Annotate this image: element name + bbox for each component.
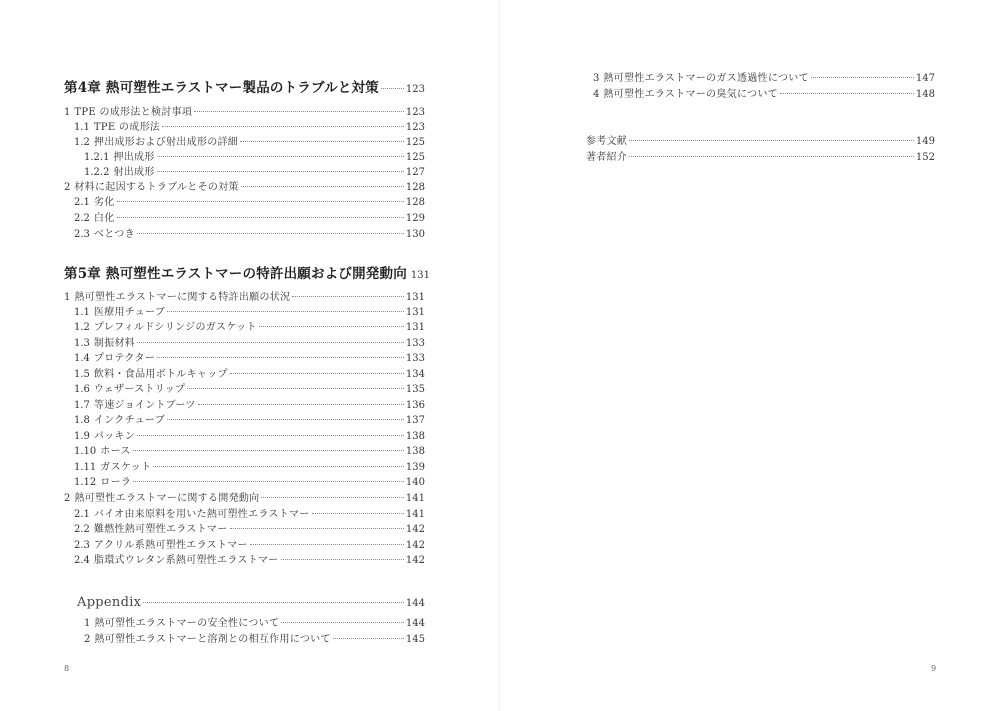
toc-entry bbox=[74, 400, 425, 412]
right-page bbox=[500, 0, 1000, 711]
page-number: 142 bbox=[405, 540, 425, 551]
page-number: 135 bbox=[405, 384, 425, 395]
dot-leader bbox=[230, 373, 404, 374]
section-title: 熱可塑性エラストマーの臭気について bbox=[603, 89, 778, 100]
section-number: 1.9 bbox=[74, 431, 90, 442]
section-number: 1.10 bbox=[74, 446, 97, 457]
page-number: 130 bbox=[405, 229, 425, 240]
page-number: 136 bbox=[405, 400, 425, 411]
dot-leader bbox=[230, 528, 404, 529]
page-number: 131 bbox=[405, 292, 425, 303]
toc-entry bbox=[74, 197, 425, 209]
section-number: 1.7 bbox=[74, 400, 90, 411]
section-number: 1 bbox=[64, 292, 71, 303]
section-number: 2.3 bbox=[74, 229, 90, 240]
toc-entry bbox=[74, 307, 425, 319]
toc-entry bbox=[74, 446, 425, 458]
dot-leader bbox=[281, 559, 404, 560]
dot-leader bbox=[133, 481, 404, 482]
section-title: プロテクター bbox=[93, 353, 156, 364]
section-number: 1.6 bbox=[74, 384, 90, 395]
page-number: 142 bbox=[405, 524, 425, 535]
dot-leader bbox=[137, 435, 404, 436]
dot-leader bbox=[162, 126, 404, 127]
section-number: 2.2 bbox=[74, 524, 90, 535]
section-title: バイオ由来原料を用いた熱可塑性エラストマー bbox=[93, 509, 310, 520]
chapter-title: 第5章 熱可塑性エラストマーの特許出願および開発動向 bbox=[64, 266, 407, 282]
page-number: 144 bbox=[405, 598, 425, 609]
page-number: 140 bbox=[405, 477, 425, 488]
toc-entry bbox=[74, 555, 425, 567]
page-number: 145 bbox=[405, 634, 425, 645]
section-number: 1 bbox=[64, 107, 71, 118]
dot-leader bbox=[261, 497, 403, 498]
dot-leader bbox=[281, 622, 404, 623]
section-number: 1.11 bbox=[74, 462, 97, 473]
section-title: ガスケット bbox=[100, 462, 152, 473]
dot-leader bbox=[194, 111, 404, 112]
section-title: 押出成形 bbox=[113, 152, 155, 163]
section-title: 制振材料 bbox=[93, 338, 136, 349]
toc-entry bbox=[74, 431, 425, 443]
dot-leader bbox=[117, 217, 404, 218]
toc-entry bbox=[74, 384, 425, 396]
section-number: 1.3 bbox=[74, 338, 90, 349]
dot-leader bbox=[250, 544, 404, 545]
page-number: 128 bbox=[405, 197, 425, 208]
section-title: TPE の成形法と検討事項 bbox=[74, 107, 193, 118]
section-title: 等速ジョイントブーツ bbox=[93, 400, 196, 411]
dot-leader bbox=[133, 450, 404, 451]
section-number: 4 bbox=[593, 89, 600, 100]
page-number: 123 bbox=[405, 84, 425, 95]
page-number: 133 bbox=[405, 353, 425, 364]
section-number: 2 bbox=[84, 634, 91, 645]
page-number: 152 bbox=[915, 152, 935, 163]
toc-entry bbox=[74, 213, 425, 225]
page-number: 127 bbox=[405, 167, 425, 178]
toc-entry bbox=[64, 107, 425, 119]
dot-leader bbox=[240, 141, 404, 142]
dot-leader bbox=[137, 342, 404, 343]
section-title: インクチューブ bbox=[93, 415, 166, 426]
section-number: 2 bbox=[64, 182, 71, 193]
toc-entry bbox=[74, 338, 425, 350]
toc-entry bbox=[74, 369, 425, 381]
section-number: 1.2 bbox=[74, 137, 90, 148]
dot-leader bbox=[117, 201, 404, 202]
section-number: 1.8 bbox=[74, 415, 90, 426]
section-number: 1.2.1 bbox=[84, 152, 110, 163]
page-number: 134 bbox=[405, 369, 425, 380]
section-number: 2.1 bbox=[74, 197, 90, 208]
section-title: 飲料・食品用ボトルキャップ bbox=[93, 369, 228, 380]
dot-leader bbox=[157, 156, 404, 157]
toc-entry bbox=[74, 509, 425, 521]
section-number: 1.1 bbox=[74, 307, 90, 318]
section-title: 熱可塑性エラストマーに関する特許出願の状況 bbox=[74, 292, 291, 303]
section-number: 2.3 bbox=[74, 540, 90, 551]
section-title: ウェザーストリップ bbox=[93, 384, 186, 395]
section-number: 1.2.2 bbox=[84, 167, 110, 178]
dot-leader bbox=[143, 602, 404, 603]
toc-entry bbox=[74, 462, 425, 474]
dot-leader bbox=[292, 296, 404, 297]
dot-leader bbox=[167, 311, 404, 312]
page-number: 129 bbox=[405, 213, 425, 224]
toc-entry bbox=[593, 89, 935, 101]
page-number: 138 bbox=[405, 431, 425, 442]
toc-entry bbox=[74, 540, 425, 552]
toc-entry bbox=[74, 137, 425, 149]
page-number: 139 bbox=[405, 462, 425, 473]
section-title: 熱可塑性エラストマーの安全性について bbox=[94, 618, 280, 629]
section-number: 2.1 bbox=[74, 509, 90, 520]
section-title: 熱可塑性エラストマーのガス透過性について bbox=[603, 73, 809, 84]
page-folio-right: 9 bbox=[931, 664, 937, 673]
toc-entry bbox=[84, 152, 425, 164]
toc-entry bbox=[84, 618, 425, 630]
dot-leader bbox=[157, 357, 404, 358]
dot-leader bbox=[381, 88, 404, 89]
section-title: 劣化 bbox=[93, 197, 115, 208]
section-number: 1.2 bbox=[74, 322, 90, 333]
section-title: ホース bbox=[100, 446, 131, 457]
section-title: パッキン bbox=[93, 431, 136, 442]
section-title: 熱可塑性エラストマーに関する開発動向 bbox=[74, 493, 260, 504]
appendix-heading bbox=[77, 595, 425, 612]
section-number: 2.4 bbox=[74, 555, 90, 566]
toc-entry bbox=[74, 122, 425, 134]
section-title: 熱可塑性エラストマーと溶剤との相互作用について bbox=[94, 634, 331, 645]
page-number: 123 bbox=[405, 107, 425, 118]
section-number: 2.2 bbox=[74, 213, 90, 224]
toc-entry bbox=[593, 73, 935, 85]
section-title: ローラ bbox=[100, 477, 132, 488]
page-folio-left: 8 bbox=[64, 664, 70, 673]
section-title: プレフィルドシリンジのガスケット bbox=[93, 322, 257, 333]
toc-entry bbox=[74, 229, 425, 241]
appendix-title: Appendix bbox=[77, 595, 142, 610]
page-number: 141 bbox=[405, 493, 425, 504]
page-number: 147 bbox=[915, 73, 935, 84]
section-number: 1.12 bbox=[74, 477, 97, 488]
toc-entry bbox=[74, 477, 425, 489]
section-title: TPE の成形法 bbox=[93, 122, 161, 133]
page-number: 133 bbox=[405, 338, 425, 349]
section-number: 1 bbox=[84, 618, 91, 629]
section-title: 押出成形および射出成形の詳細 bbox=[93, 137, 239, 148]
section-title: 射出成形 bbox=[113, 167, 155, 178]
chapter-title: 第4章 熱可塑性エラストマー製品のトラブルと対策 bbox=[64, 80, 379, 96]
chapter-5-heading bbox=[64, 266, 430, 284]
page-number: 131 bbox=[410, 270, 430, 281]
section-number: 3 bbox=[593, 73, 600, 84]
page-number: 149 bbox=[915, 136, 935, 147]
page-number: 125 bbox=[405, 137, 425, 148]
section-number: 1.1 bbox=[74, 122, 90, 133]
section-title: 難燃性熱可塑性エラストマー bbox=[93, 524, 228, 535]
toc-entry bbox=[64, 493, 425, 505]
dot-leader bbox=[137, 233, 404, 234]
page-number: 144 bbox=[405, 618, 425, 629]
dot-leader bbox=[157, 171, 404, 172]
page-number: 123 bbox=[405, 122, 425, 133]
page-number: 138 bbox=[405, 446, 425, 457]
toc-entry bbox=[64, 182, 425, 194]
author-profile-entry bbox=[586, 152, 935, 164]
dot-leader bbox=[187, 388, 404, 389]
page-number: 141 bbox=[405, 509, 425, 520]
toc-entry bbox=[84, 634, 425, 646]
page-number: 128 bbox=[405, 182, 425, 193]
section-number: 1.5 bbox=[74, 369, 90, 380]
section-title: 材料に起因するトラブルとその対策 bbox=[74, 182, 239, 193]
dot-leader bbox=[259, 326, 404, 327]
dot-leader bbox=[198, 404, 404, 405]
page-number: 131 bbox=[405, 307, 425, 318]
section-title: 白化 bbox=[93, 213, 115, 224]
section-title: アクリル系熱可塑性エラストマー bbox=[93, 540, 248, 551]
page-number: 148 bbox=[915, 89, 935, 100]
page-number: 142 bbox=[405, 555, 425, 566]
section-title: べとつき bbox=[93, 229, 135, 240]
toc-entry bbox=[64, 292, 425, 304]
page-number: 125 bbox=[405, 152, 425, 163]
section-title: 脂環式ウレタン系熱可塑性エラストマー bbox=[93, 555, 279, 566]
section-title: 参考文献 bbox=[586, 136, 628, 147]
dot-leader bbox=[629, 156, 914, 157]
references-entry bbox=[586, 136, 935, 148]
section-number: 1.4 bbox=[74, 353, 90, 364]
page-number: 131 bbox=[405, 322, 425, 333]
toc-entry bbox=[74, 322, 425, 334]
chapter-4-heading bbox=[64, 80, 425, 98]
dot-leader bbox=[811, 77, 914, 78]
page-number: 137 bbox=[405, 415, 425, 426]
toc-entry bbox=[74, 415, 425, 427]
dot-leader bbox=[780, 93, 914, 94]
toc-entry bbox=[74, 524, 425, 536]
dot-leader bbox=[312, 513, 404, 514]
dot-leader bbox=[167, 419, 404, 420]
dot-leader bbox=[153, 466, 404, 467]
toc-entry bbox=[84, 167, 425, 179]
section-title: 著者紹介 bbox=[586, 152, 628, 163]
dot-leader bbox=[241, 186, 404, 187]
section-title: 医療用チューブ bbox=[93, 307, 166, 318]
dot-leader bbox=[629, 140, 914, 141]
section-number: 2 bbox=[64, 493, 71, 504]
dot-leader bbox=[333, 638, 404, 639]
toc-entry bbox=[74, 353, 425, 365]
